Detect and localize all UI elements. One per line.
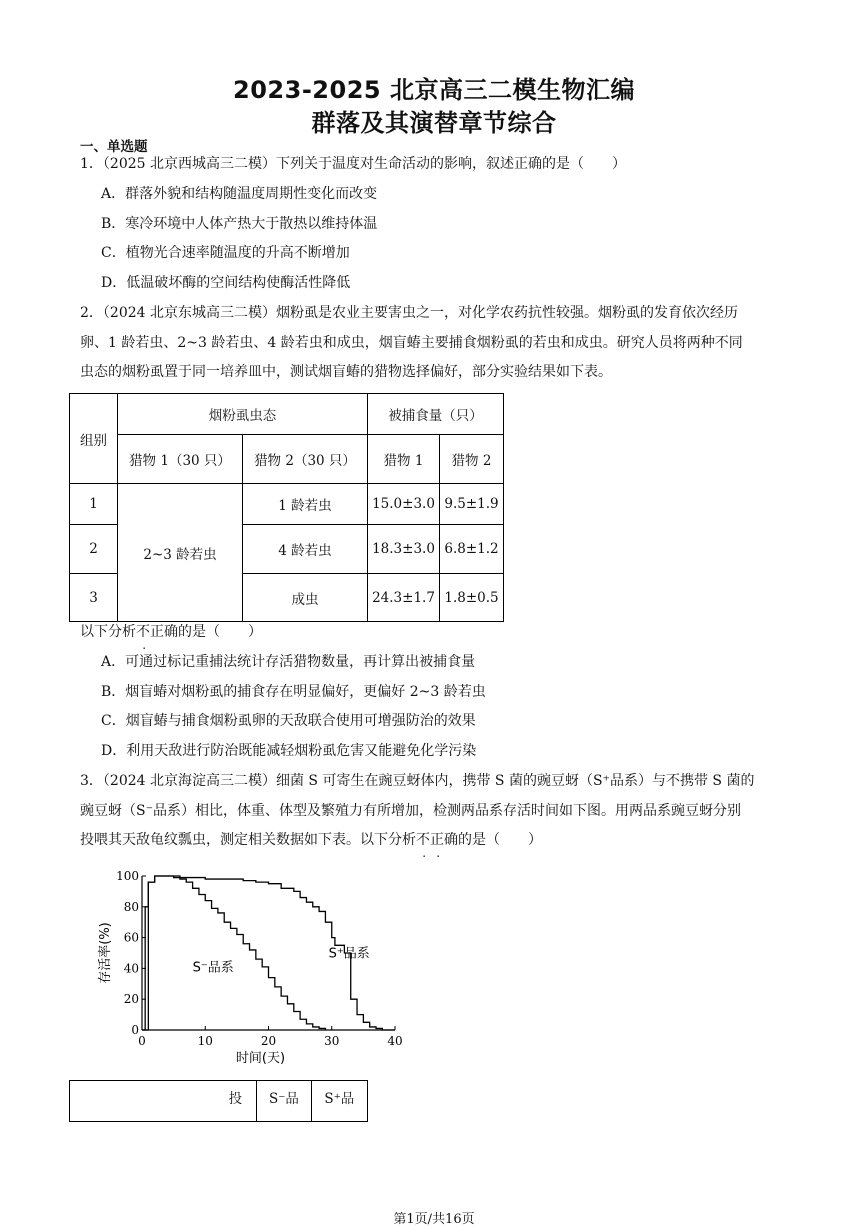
table-cell-prey1: 2~3 龄若虫	[118, 484, 243, 622]
series-label-s-minus: S⁻品系	[192, 960, 234, 976]
x-tick-label: 0	[138, 1034, 146, 1048]
table-cell-e2: 1.8±0.5	[440, 574, 504, 622]
table-header-prey2: 猎物 2（30 只）	[243, 435, 368, 484]
x-tick-label: 10	[197, 1034, 213, 1048]
table-cell-group: 2	[70, 525, 118, 574]
y-tick-label: 0	[131, 1023, 139, 1037]
table-cell-e1: 18.3±3.0	[368, 525, 440, 574]
series-line-s-minus	[142, 876, 325, 1030]
y-tick-label: 40	[123, 961, 139, 976]
page-footer: 第1页/共16页	[393, 1212, 475, 1227]
series-label-s-plus: S⁺品系	[328, 946, 370, 962]
y-tick-label: 60	[123, 930, 139, 945]
x-tick-label: 20	[260, 1034, 277, 1048]
document-title: 2023-2025 北京高三二模生物汇编	[233, 76, 635, 104]
table-header-prey1: 猎物 1（30 只）	[118, 435, 243, 484]
q3-stem-line: 投喂其天敌龟纹瓢虫，测定相关数据如下表。以下分析不正确的是（ ）	[80, 832, 542, 848]
q1-option-d: D．低温破坏酶的空间结构使酶活性降低	[101, 275, 351, 291]
q1-option-a: A．群落外貌和结构随温度周期性变化而改变	[101, 186, 378, 202]
x-tick-label: 40	[387, 1034, 403, 1048]
q2-option-a: A．可通过标记重捕法统计存活猎物数量，再计算出被捕食量	[101, 654, 476, 670]
survival-chart	[95, 862, 415, 1070]
table-cell: S⁻品	[257, 1081, 311, 1122]
q2-option-d: D．利用天敌进行防治既能减轻烟粉虱危害又能避免化学污染	[101, 743, 477, 759]
table-cell-e2: 9.5±1.9	[440, 484, 504, 525]
section-heading: 一、单选题	[80, 139, 148, 155]
q1-option-b: B．寒冷环境中人体产热大于散热以维持体温	[101, 216, 378, 232]
table-cell-prey2: 4 龄若虫	[243, 525, 368, 574]
table-cell: 投	[70, 1081, 257, 1122]
table-cell-prey2: 1 龄若虫	[243, 484, 368, 525]
table-header-eaten: 被捕食量（只）	[368, 394, 504, 435]
document-subtitle: 群落及其演替章节综合	[311, 109, 557, 137]
y-tick-label: 20	[123, 992, 139, 1007]
table-cell: S⁺品	[311, 1081, 367, 1122]
q2-ask: 以下分析不正确的是（ ）	[80, 624, 262, 640]
table-cell-prey2: 成虫	[243, 574, 368, 622]
q2-stem-line: 卵、1 龄若虫、2~3 龄若虫、4 龄若虫和成虫，烟盲蝽主要捕食烟粉虱的若虫和成虫。研究人员将两种不同	[80, 335, 743, 351]
table-header-e2: 猎物 2	[440, 435, 504, 484]
table-cell-e1: 15.0±3.0	[368, 484, 440, 525]
q3-data-table	[69, 1080, 368, 1122]
q1-option-c: C．植物光合速率随温度的升高不断增加	[101, 245, 350, 261]
x-tick-label: 30	[324, 1034, 340, 1048]
table-cell-e2: 6.8±1.2	[440, 525, 504, 574]
q2-stem-line: 虫态的烟粉虱置于同一培养皿中，测试烟盲蝽的猎物选择偏好，部分实验结果如下表。	[80, 364, 612, 380]
q2-stem-line: 2．（2024 北京东城高三二模）烟粉虱是农业主要害虫之一，对化学农药抗性较强。烟粉虱的发育依次经历	[80, 305, 738, 321]
q2-option-c: C．烟盲蝽与捕食烟粉虱卵的天敌联合使用可增强防治的效果	[101, 713, 476, 729]
q2-data-table	[69, 393, 504, 622]
q2-option-b: B．烟盲蝽对烟粉虱的捕食存在明显偏好，更偏好 2~3 龄若虫	[101, 684, 486, 700]
q3-stem-line: 豌豆蚜（S⁻品系）相比，体重、体型及繁殖力有所增加，检测两品系存活时间如下图。用两品系豌豆蚜分别	[80, 803, 741, 819]
y-tick-label: 100	[116, 869, 139, 883]
q1-stem: 1．（2025 北京西城高三二模）下列关于温度对生命活动的影响，叙述正确的是（ ）	[80, 156, 626, 172]
y-tick-label: 80	[123, 899, 139, 914]
x-axis-label: 时间(天)	[235, 1051, 286, 1066]
table-header-e1: 猎物 1	[368, 435, 440, 484]
y-axis-label: 存活率(%)	[98, 922, 113, 984]
table-cell-group: 3	[70, 574, 118, 622]
table-header-stage: 烟粉虱虫态	[118, 394, 368, 435]
q3-stem-line: 3．（2024 北京海淀高三二模）细菌 S 可寄生在豌豆蚜体内，携带 S 菌的豌豆蚜（S⁺品系）与不携带 S 菌的	[80, 773, 755, 789]
table-header-group: 组别	[70, 394, 118, 484]
table-cell-group: 1	[70, 484, 118, 525]
table-cell-e1: 24.3±1.7	[368, 574, 440, 622]
